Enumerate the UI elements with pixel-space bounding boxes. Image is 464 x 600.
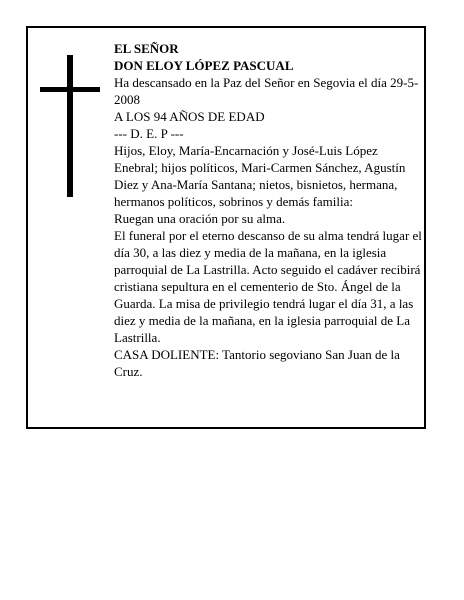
cross-horizontal-bar bbox=[40, 87, 100, 92]
rip-line: --- D. E. P --- bbox=[114, 126, 184, 141]
mourning-house: CASA DOLIENTE: Tantorio segoviano San Juan de la Cruz. bbox=[114, 347, 400, 379]
cross-vertical-bar bbox=[67, 55, 73, 197]
death-statement: Ha descansado en la Paz del Señor en Segovia el día 29-5-2008 bbox=[114, 75, 419, 107]
obituary-text bbox=[114, 40, 422, 380]
cross-icon bbox=[40, 55, 100, 197]
deceased-name: DON ELOY LÓPEZ PASCUAL bbox=[114, 58, 294, 73]
age-statement: A LOS 94 AÑOS DE EDAD bbox=[114, 109, 265, 124]
family-list: Hijos, Eloy, María-Encarnación y José-Luis López Enebral; hijos políticos, Mari-Carmen Sánchez, Agustín Diez y Ana-María Santana; nietos, bisnietos, hermana, hermanos políticos, sobrinos y demás familia: bbox=[114, 143, 406, 209]
obituary-notice bbox=[26, 26, 426, 429]
funeral-details: El funeral por el eterno descanso de su alma tendrá lugar el día 30, a las diez y media de la mañana, en la iglesia parroquial de La Lastrilla. Acto seguido el cadáver recibirá cristiana sepultura en el cementerio de Sto. Ángel de la Guarda. La misa de privilegio tendrá lugar el día 31, a las diez y media de la mañana, en la iglesia parroquial de La Lastrilla. bbox=[114, 228, 422, 345]
prayer-request: Ruegan una oración por su alma. bbox=[114, 211, 286, 226]
notice-title: EL SEÑOR bbox=[114, 41, 179, 56]
